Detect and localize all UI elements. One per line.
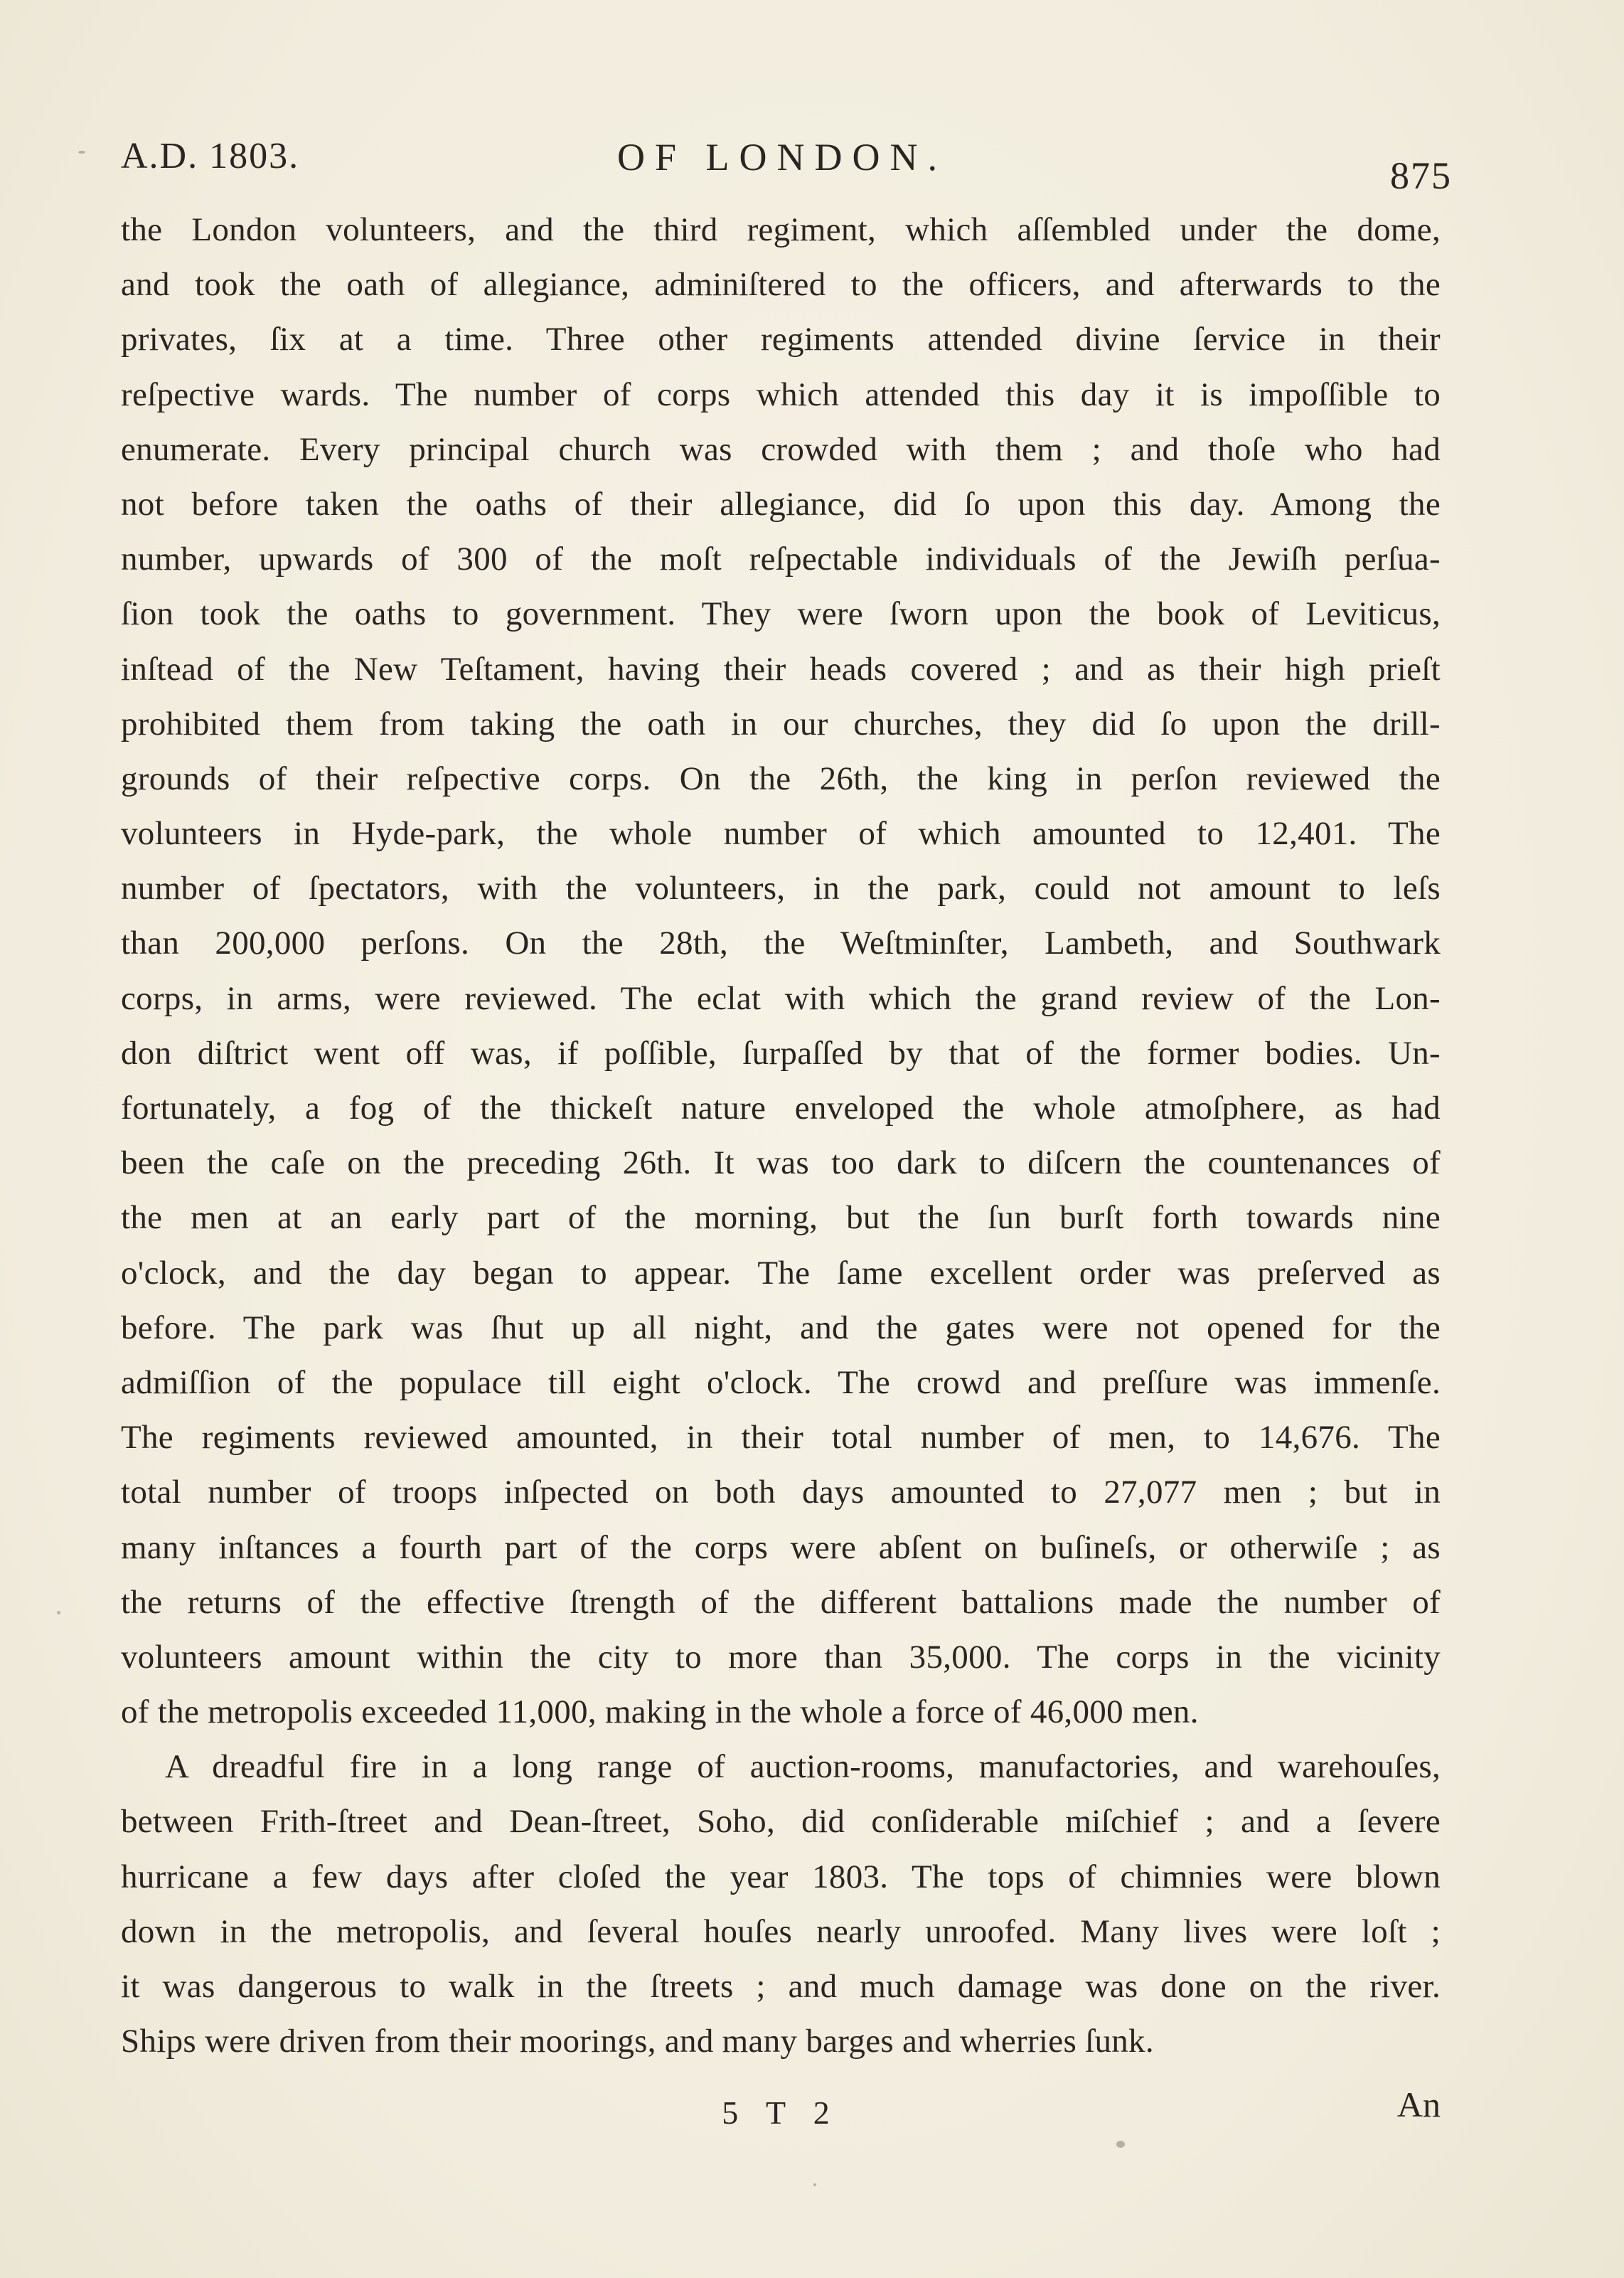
text-line: fortunately, a fog of the thickeſt nature enveloped the whole atmoſphere, as had bbox=[121, 1090, 1441, 1127]
paper-speck bbox=[1116, 2141, 1125, 2148]
paper-speck bbox=[78, 151, 85, 154]
text-line: many inſtances a fourth part of the corps were abſent on buſineſs, or otherwiſe ; as bbox=[121, 1528, 1441, 1566]
text-line: the men at an early part of the morning, but the ſun burſt forth towards nine bbox=[121, 1199, 1441, 1237]
text-line: down in the metropolis, and ſeveral houſes nearly unroofed. Many lives were loſt ; bbox=[121, 1912, 1441, 1950]
header-title: OF LONDON. bbox=[617, 136, 947, 179]
page-footer bbox=[121, 2084, 1441, 2141]
text-line: the London volunteers, and the third regiment, which aſſembled under the dome, bbox=[121, 211, 1441, 248]
text-line: corps, in arms, were reviewed. The eclat with which the grand review of the Lon- bbox=[121, 979, 1441, 1017]
text-line: been the caſe on the preceding 26th. It was too dark to diſcern the countenances of bbox=[121, 1144, 1441, 1182]
text-line: grounds of their reſpective corps. On the 26th, the king in perſon reviewed the bbox=[121, 760, 1441, 797]
text-line: volunteers amount within the city to more than 35,000. The corps in the vicinity bbox=[121, 1638, 1441, 1676]
text-line: total number of troops inſpected on both days amounted to 27,077 men ; but in bbox=[121, 1474, 1441, 1511]
text-line: inſtead of the New Teſtament, having their heads covered ; and as their high prieſt bbox=[121, 650, 1441, 688]
paper-speck bbox=[813, 2183, 816, 2186]
text-line: admiſſion of the populace till eight o'clock. The crowd and preſſure was immenſe. bbox=[121, 1363, 1441, 1401]
text-line: don diſtrict went off was, if poſſible, ſurpaſſed by that of the former bodies. Un- bbox=[121, 1034, 1441, 1072]
text-line: before. The park was ſhut up all night, and the gates were not opened for the bbox=[121, 1309, 1441, 1346]
text-line: privates, ſix at a time. Three other regiments attended divine ſervice in their bbox=[121, 321, 1441, 358]
text-line: the returns of the effective ſtrength of the different battalions made the number of bbox=[121, 1583, 1441, 1621]
text-line: Ships were driven from their moorings, and many barges and wherries ſunk. bbox=[121, 2023, 1154, 2060]
text-line: The regiments reviewed amounted, in their total number of men, to 14,676. The bbox=[121, 1419, 1441, 1457]
text-line: prohibited them from taking the oath in our churches, they did ſo upon the drill- bbox=[121, 705, 1441, 743]
text-line: ſion took the oaths to government. They were ſworn upon the book of Leviticus, bbox=[121, 595, 1441, 633]
body-text bbox=[121, 203, 1441, 2069]
text-line: hurricane a few days after cloſed the year 1803. The tops of chimnies were blown bbox=[121, 1858, 1441, 1895]
text-line: o'clock, and the day began to appear. The ſame excellent order was preſerved as bbox=[121, 1254, 1441, 1292]
text-line: volunteers in Hyde-park, the whole number of which amounted to 12,401. The bbox=[121, 815, 1441, 853]
text-line: than 200,000 perſons. On the 28th, the Weſtminſter, Lambeth, and Southwark bbox=[121, 925, 1441, 962]
text-line: between Frith-ſtreet and Dean-ſtreet, Soho, did conſiderable miſchief ; and a ſevere bbox=[121, 1803, 1441, 1841]
signature-mark: 5 T 2 bbox=[722, 2095, 840, 2131]
text-line: of the metropolis exceeded 11,000, making in the whole a force of 46,000 men. bbox=[121, 1693, 1199, 1731]
header-date: A.D. 1803. bbox=[121, 136, 300, 176]
text-line: not before taken the oaths of their allegiance, did ſo upon this day. Among the bbox=[121, 485, 1441, 523]
page-number: 875 bbox=[1390, 154, 1452, 197]
text-line: enumerate. Every principal church was crowded with them ; and thoſe who had bbox=[121, 430, 1441, 468]
text-line: it was dangerous to walk in the ſtreets ; and much damage was done on the river. bbox=[121, 1968, 1441, 2005]
running-header bbox=[121, 135, 1452, 199]
text-line: reſpective wards. The number of corps which attended this day it is impoſſible to bbox=[121, 376, 1441, 413]
paper-speck bbox=[57, 1611, 60, 1614]
text-line: and took the oath of allegiance, adminiſtered to the officers, and afterwards to the bbox=[121, 266, 1441, 304]
catchword: An bbox=[1396, 2085, 1441, 2124]
text-line: number of ſpectators, with the volunteers, in the park, could not amount to leſs bbox=[121, 870, 1441, 908]
paragraph-start-line: A dreadful fire in a long range of auction-rooms, manufactories, and warehouſes, bbox=[165, 1748, 1441, 1786]
text-line: number, upwards of 300 of the moſt reſpectable individuals of the Jewiſh perſua- bbox=[121, 541, 1441, 578]
